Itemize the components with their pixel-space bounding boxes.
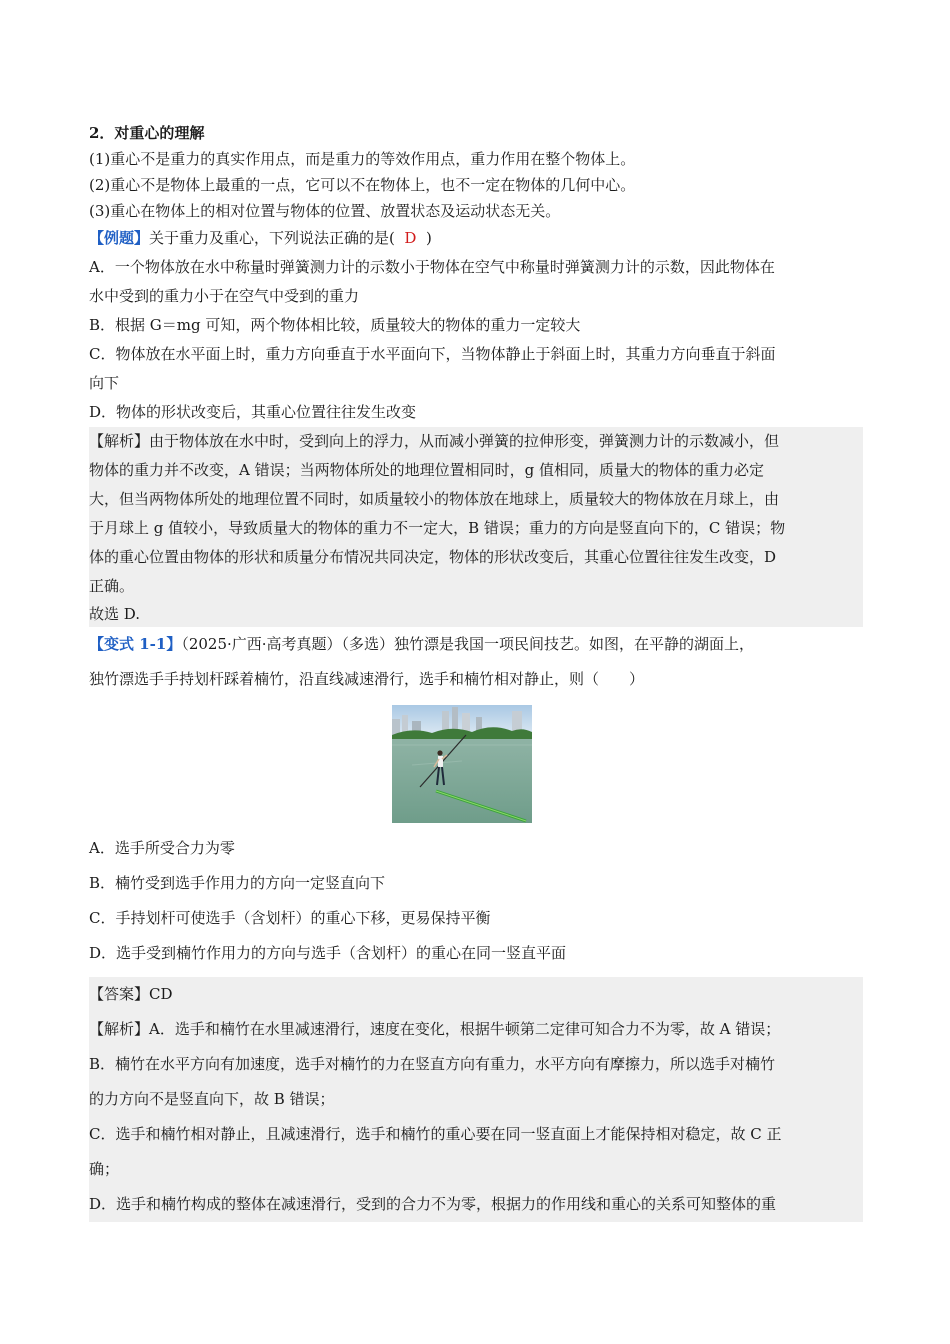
example-option-b: B．根据 G＝mg 可知，两个物体相比较，质量较大的物体的重力一定较大 [89, 316, 581, 334]
analysis-line: 大，但当两物体所处的地理位置不同时，如质量较小的物体放在地球上，质量较大的物体放在月球上，由 [89, 490, 780, 508]
analysis-line: 体的重心位置由物体的形状和质量分布情况共同决定，物体的形状改变后，其重心位置往往发生改变，D [89, 548, 777, 566]
figure-area [89, 697, 863, 831]
variant-tag: 【变式 1-1】 [89, 635, 182, 653]
variant-option-a: A．选手所受合力为零 [89, 839, 235, 857]
point-1: (1)重心不是重力的真实作用点，而是重力的等效作用点，重力作用在整个物体上。 [89, 150, 636, 168]
document-page [89, 120, 863, 1222]
variant-option-b: B．楠竹受到选手作用力的方向一定竖直向下 [89, 874, 386, 892]
variant-analysis-line: 【解析】A．选手和楠竹在水里减速滑行，速度在变化，根据牛顿第二定律可知合力不为零，故 A 错误； [89, 1020, 781, 1038]
point-2: (2)重心不是物体上最重的一点，它可以不在物体上，也不一定在物体的几何中心。 [89, 176, 636, 194]
variant-option-c: C．手持划杆可使选手（含划杆）的重心下移，更易保持平衡 [89, 909, 491, 927]
analysis-line: 正确。 [89, 577, 135, 595]
example-answer: D [404, 229, 417, 247]
variant-stem-1: （2025·广西·高考真题）（多选）独竹漂是我国一项民间技艺。如图，在平静的湖面上， [181, 635, 755, 653]
variant-analysis-line: C．选手和楠竹相对静止，且减速滑行，选手和楠竹的重心要在同一竖直面上才能保持相对稳定，故 C 正 [89, 1125, 782, 1143]
section-title: 2．对重心的理解 [89, 124, 205, 142]
example-question [89, 224, 863, 253]
variant-question [89, 627, 863, 662]
variant-analysis-line: 的力方向不是竖直向下，故 B 错误； [89, 1090, 335, 1108]
example-analysis-block [89, 427, 863, 627]
example-option-d: D．物体的形状改变后，其重心位置往往发生改变 [89, 403, 417, 421]
analysis-line: 于月球上 g 值较小，导致质量大的物体的重力不一定大，B 错误；重力的方向是竖直向下的，C 错误；物 [89, 519, 786, 537]
analysis-conclusion: 故选 D. [89, 605, 141, 623]
example-stem: 关于重力及重心，下列说法正确的是( [149, 229, 395, 247]
analysis-line: 【解析】由于物体放在水中时，受到向上的浮力，从而减小弹簧的拉伸形变，弹簧测力计的示数减小，但 [89, 432, 780, 450]
example-option-c1: C．物体放在水平面上时，重力方向垂直于水平面向下，当物体静止于斜面上时，其重力方向垂直于斜面 [89, 345, 776, 363]
example-option-a2: 水中受到的重力小于在空气中受到的重力 [89, 287, 360, 305]
example-tag: 【例题】 [89, 229, 150, 247]
variant-answer: 【答案】CD [89, 985, 173, 1003]
variant-analysis-line: D．选手和楠竹构成的整体在减速滑行，受到的合力不为零，根据力的作用线和重心的关系可知整体的重 [89, 1195, 777, 1213]
analysis-line: 物体的重力并不改变，A 错误；当两物体所处的地理位置相同时，g 值相同，质量大的物体的重力必定 [89, 461, 764, 479]
example-option-a1: A．一个物体放在水中称量时弹簧测力计的示数小于物体在空气中称量时弹簧测力计的示数，因此物体在 [89, 258, 775, 276]
variant-option-d: D．选手受到楠竹作用力的方向与选手（含划杆）的重心在同一竖直平面 [89, 944, 567, 962]
point-3: (3)重心在物体上的相对位置与物体的位置、放置状态及运动状态无关。 [89, 202, 561, 220]
example-stem-end: ) [426, 229, 432, 247]
variant-analysis-block [89, 977, 863, 1222]
variant-stem-2: 独竹漂选手手持划杆踩着楠竹，沿直线减速滑行，选手和楠竹相对静止，则（ ） [89, 670, 645, 688]
bamboo-rafting-photo [392, 705, 532, 823]
example-option-c2: 向下 [89, 374, 120, 392]
variant-analysis-line: B．楠竹在水平方向有加速度，选手对楠竹的力在竖直方向有重力，水平方向有摩擦力，所以选手对楠竹 [89, 1055, 776, 1073]
variant-analysis-line: 确； [89, 1160, 120, 1178]
